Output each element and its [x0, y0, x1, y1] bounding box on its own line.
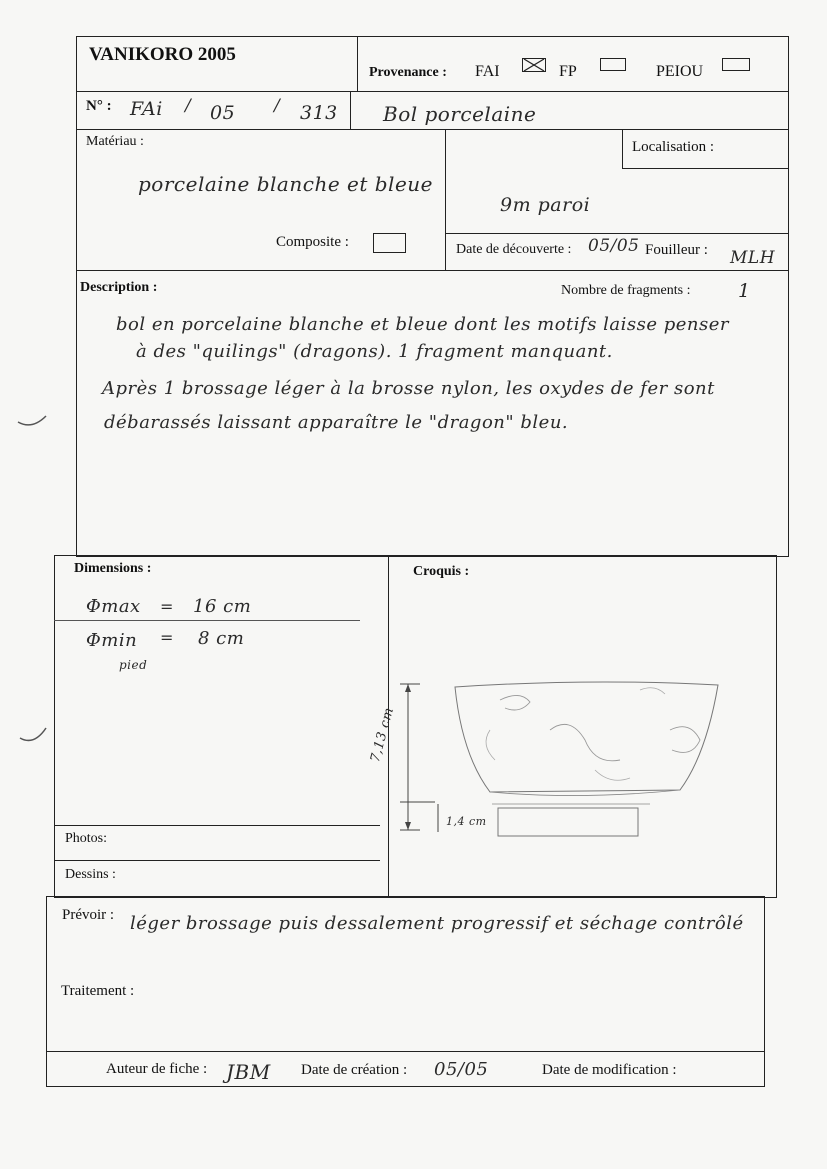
description-line-4: débarassés laissant apparaître le "dragon" bleu. — [104, 412, 569, 433]
digger-value: MLH — [730, 248, 776, 268]
checkbox-fp[interactable] — [600, 58, 626, 71]
location-value: 9m paroi — [500, 194, 591, 216]
photos-label: Photos: — [65, 831, 108, 846]
photos-top-line — [54, 825, 380, 826]
number-label: N° : — [86, 98, 112, 114]
material-divider — [445, 129, 446, 271]
number-sep-2: / — [274, 96, 281, 116]
sketch-label: Croquis : — [413, 564, 470, 579]
bowl-sketch — [380, 670, 725, 845]
checkbox-fai[interactable] — [522, 58, 546, 72]
description-label: Description : — [80, 280, 158, 295]
binder-hole-mark-icon — [16, 410, 48, 430]
discovery-date-label: Date de découverte : — [456, 242, 572, 257]
option-fp-label: FP — [559, 63, 577, 80]
planned-value: léger brossage puis dessalement progressif et séchage contrôlé — [130, 913, 744, 934]
discovery-top-line — [445, 233, 789, 234]
binder-hole-mark-icon — [18, 724, 50, 748]
footer-top-line — [46, 1051, 765, 1052]
dimensions-label: Dimensions : — [74, 561, 152, 576]
number-part-2: 05 — [210, 102, 236, 124]
dimensions-separator — [54, 620, 360, 621]
option-fai-label: FAI — [475, 63, 500, 80]
drawings-top-line — [54, 860, 380, 861]
number-part-1: FAi — [130, 98, 163, 120]
check-mark-icon — [522, 58, 546, 72]
drawings-label: Dessins : — [65, 867, 116, 882]
description-line-1: bol en porcelaine blanche et bleue dont les motifs laisse penser — [116, 314, 730, 335]
digger-label: Fouilleur : — [645, 242, 708, 258]
fragments-label: Nombre de fragments : — [561, 283, 691, 298]
created-value: 05/05 — [434, 1059, 489, 1080]
treatment-label: Traitement : — [61, 983, 135, 999]
header-divider — [357, 36, 358, 91]
fragments-value: 1 — [738, 280, 751, 302]
dim-max-eq: = — [160, 597, 174, 616]
sketch-foot-note: 1,4 cm — [446, 815, 487, 828]
header-bottom-line — [76, 91, 789, 92]
dim-max-label: Φmax — [86, 596, 141, 617]
dim-max-value: 16 cm — [193, 596, 252, 617]
created-label: Date de création : — [301, 1062, 408, 1078]
provenance-label: Provenance : — [369, 65, 447, 80]
dim-min-value: 8 cm — [198, 628, 245, 649]
dim-min-sub: pied — [119, 658, 148, 672]
object-name: Bol porcelaine — [383, 102, 537, 126]
location-label: Localisation : — [632, 139, 715, 155]
composite-label: Composite : — [276, 234, 349, 250]
planned-label: Prévoir : — [62, 907, 115, 923]
author-label: Auteur de fiche : — [106, 1061, 208, 1077]
dim-min-label: Φmin — [86, 630, 138, 651]
description-line-3: Après 1 brossage léger à la brosse nylon, les oxydes de fer sont — [102, 378, 715, 399]
option-peiou-label: PEIOU — [656, 63, 704, 80]
number-divider — [350, 91, 351, 129]
dim-min-eq: = — [160, 628, 174, 647]
description-line-2: à des "quilings" (dragons). 1 fragment manquant. — [136, 341, 613, 362]
material-value: porcelaine blanche et bleue — [138, 172, 433, 196]
number-sep-1: / — [185, 96, 192, 116]
form-title: VANIKORO 2005 — [89, 44, 236, 65]
author-value: JBM — [226, 1060, 271, 1084]
discovery-date-value: 05/05 — [588, 236, 640, 256]
sketch-height-note: 7,13 cm — [368, 705, 398, 764]
material-bottom-line — [76, 270, 789, 271]
number-part-3: 313 — [300, 102, 338, 124]
material-label: Matériau : — [86, 134, 144, 149]
checkbox-composite[interactable] — [373, 233, 406, 253]
modified-label: Date de modification : — [542, 1062, 677, 1078]
checkbox-peiou[interactable] — [722, 58, 750, 71]
